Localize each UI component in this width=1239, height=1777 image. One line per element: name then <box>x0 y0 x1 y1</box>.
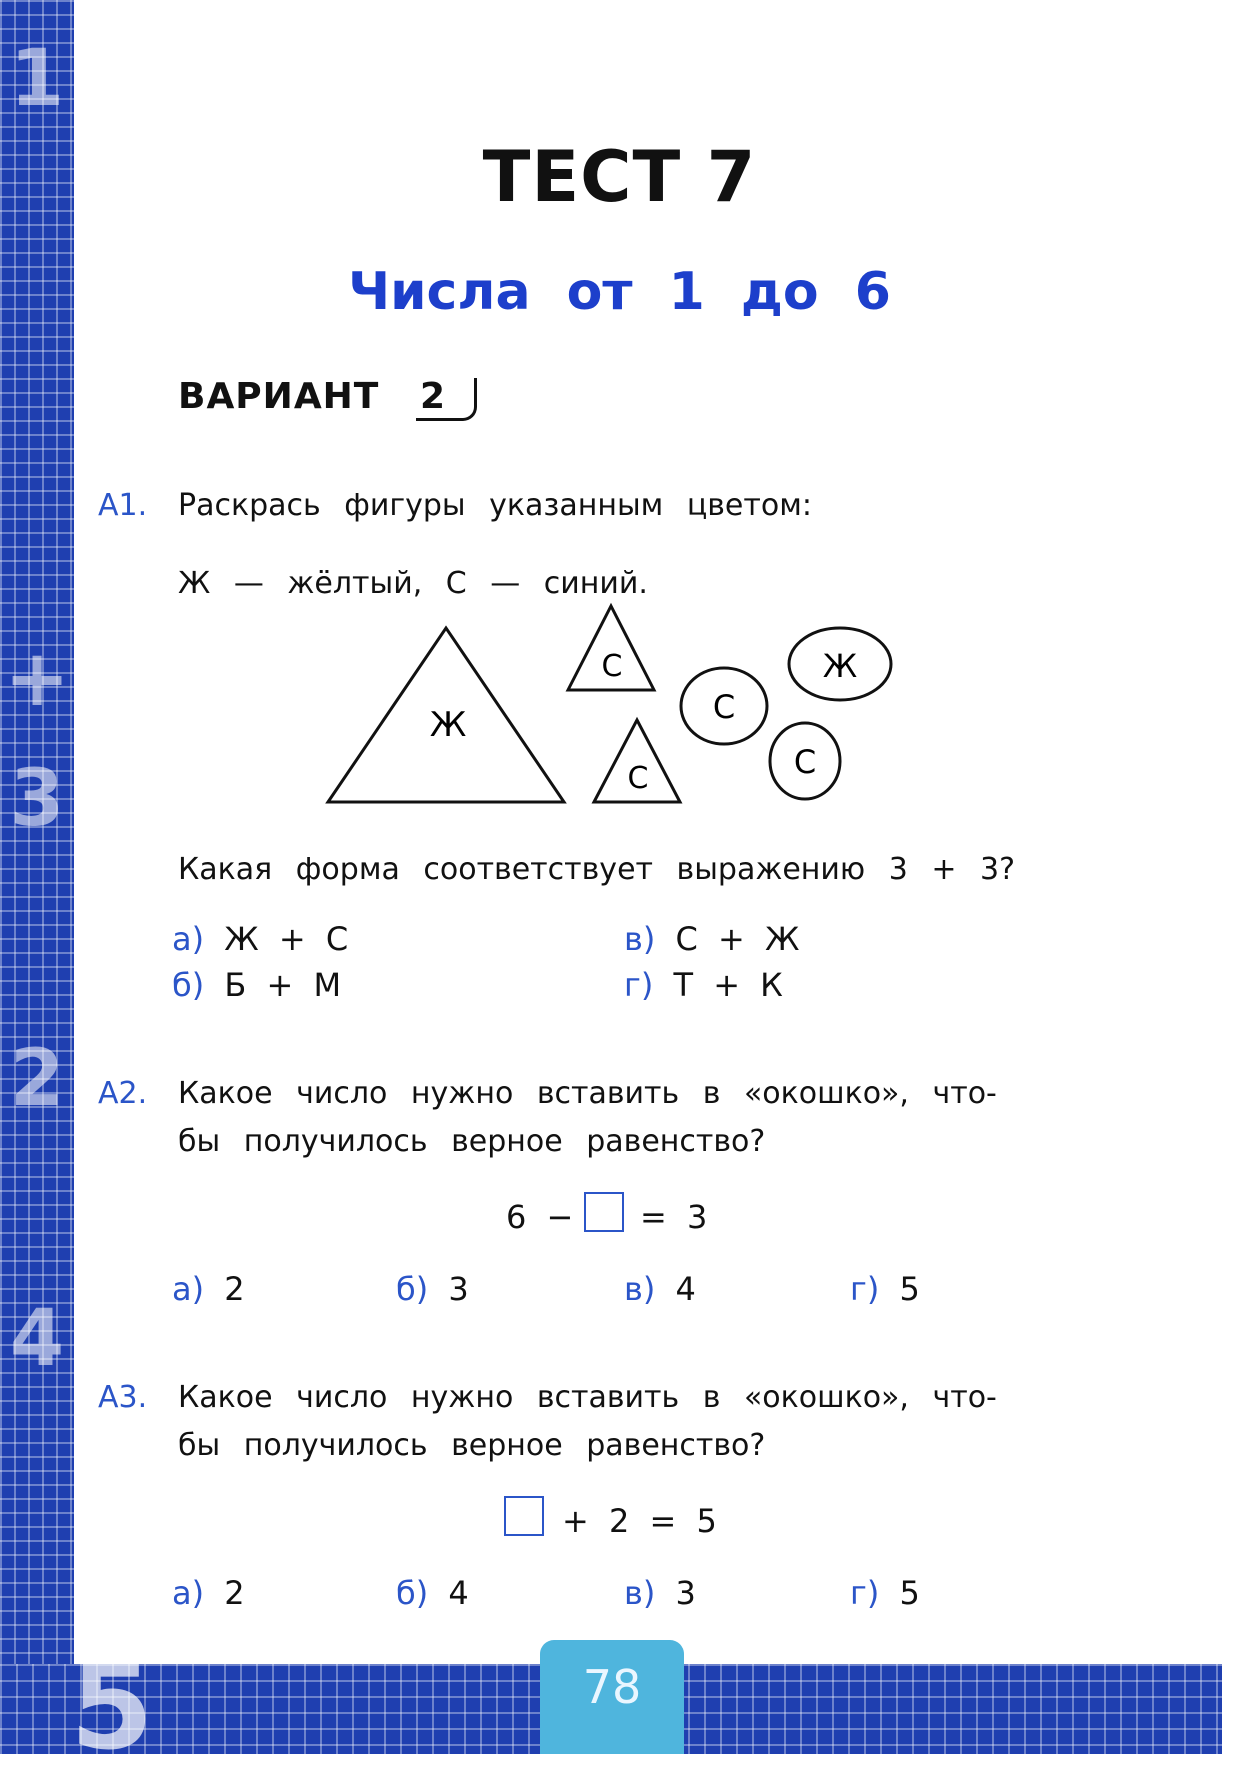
option-value: 2 <box>224 1574 245 1612</box>
option-letter: а) <box>172 1574 205 1612</box>
color-legend: Ж — жёлтый, С — синий. <box>178 566 648 601</box>
figure-label: С <box>712 688 736 726</box>
equation-a3-right: + 2 = 5 <box>562 1502 717 1540</box>
option-letter: б) <box>396 1574 429 1612</box>
option-b[interactable] <box>396 1270 469 1308</box>
option-a[interactable] <box>172 1270 245 1308</box>
decor-corner-digit: 5 <box>70 1638 154 1777</box>
option-value: Т + К <box>673 966 783 1004</box>
decor-digit: 1 <box>9 34 65 124</box>
option-value: 3 <box>675 1574 696 1612</box>
option-value: 5 <box>899 1574 920 1612</box>
variant-label: ВАРИАНТ <box>178 376 380 417</box>
equation-a2-left: 6 − <box>506 1198 574 1236</box>
option-b[interactable] <box>172 966 341 1004</box>
figure-label: С <box>627 761 649 796</box>
figure-label: С <box>793 743 817 781</box>
option-letter: г) <box>624 966 654 1004</box>
option-value: 5 <box>899 1270 920 1308</box>
option-g[interactable] <box>850 1270 920 1308</box>
option-b[interactable] <box>396 1574 469 1612</box>
decor-digit: 4 <box>9 1294 65 1384</box>
figure-label: С <box>601 649 623 684</box>
figures-drawing <box>300 598 920 818</box>
option-value: 3 <box>448 1270 469 1308</box>
option-value: 4 <box>448 1574 469 1612</box>
variant-number: 2 <box>420 376 446 417</box>
option-v[interactable] <box>624 920 799 958</box>
option-letter: г) <box>850 1574 880 1612</box>
option-letter: а) <box>172 920 205 958</box>
option-a[interactable] <box>172 1574 245 1612</box>
option-value: С + Ж <box>675 920 800 958</box>
decor-digit: 2 <box>9 1034 65 1124</box>
option-letter: в) <box>624 1270 656 1308</box>
option-letter: б) <box>172 966 205 1004</box>
option-g[interactable] <box>624 966 783 1004</box>
option-v[interactable] <box>624 1574 696 1612</box>
question-text-a3-line2: бы получилось верное равенство? <box>178 1428 766 1463</box>
option-v[interactable] <box>624 1270 696 1308</box>
answer-box[interactable] <box>584 1192 624 1232</box>
equation-a2-right: = 3 <box>640 1198 708 1236</box>
page-number: 78 <box>582 1660 642 1714</box>
option-g[interactable] <box>850 1574 920 1612</box>
figure-label: Ж <box>429 705 467 745</box>
question-text-a3-line1: Какое число нужно вставить в «окошко», что- <box>178 1380 997 1415</box>
option-letter: а) <box>172 1270 205 1308</box>
option-value: 2 <box>224 1270 245 1308</box>
option-letter: б) <box>396 1270 429 1308</box>
question-number-a3: А3. <box>98 1380 148 1415</box>
question-prompt-a1: Какая форма соответствует выражению 3 + 3? <box>178 852 1016 887</box>
option-letter: в) <box>624 1574 656 1612</box>
question-text-a1: Раскрась фигуры указанным цветом: <box>178 488 812 523</box>
option-value: Б + М <box>224 966 342 1004</box>
option-value: Ж + С <box>224 920 349 958</box>
question-text-a2-line2: бы получилось верное равенство? <box>178 1124 766 1159</box>
option-value: 4 <box>675 1270 696 1308</box>
question-number-a1: А1. <box>98 488 148 523</box>
option-a[interactable] <box>172 920 348 958</box>
question-number-a2: А2. <box>98 1076 148 1111</box>
option-letter: в) <box>624 920 656 958</box>
test-title: ТЕСТ 7 <box>482 136 757 218</box>
topic-title: Числа от 1 до 6 <box>348 262 891 322</box>
decor-plus: + <box>4 634 70 724</box>
option-letter: г) <box>850 1270 880 1308</box>
answer-box[interactable] <box>504 1496 544 1536</box>
question-text-a2-line1: Какое число нужно вставить в «окошко», что- <box>178 1076 997 1111</box>
decor-digit: 3 <box>9 754 65 844</box>
figure-label: Ж <box>822 647 858 685</box>
